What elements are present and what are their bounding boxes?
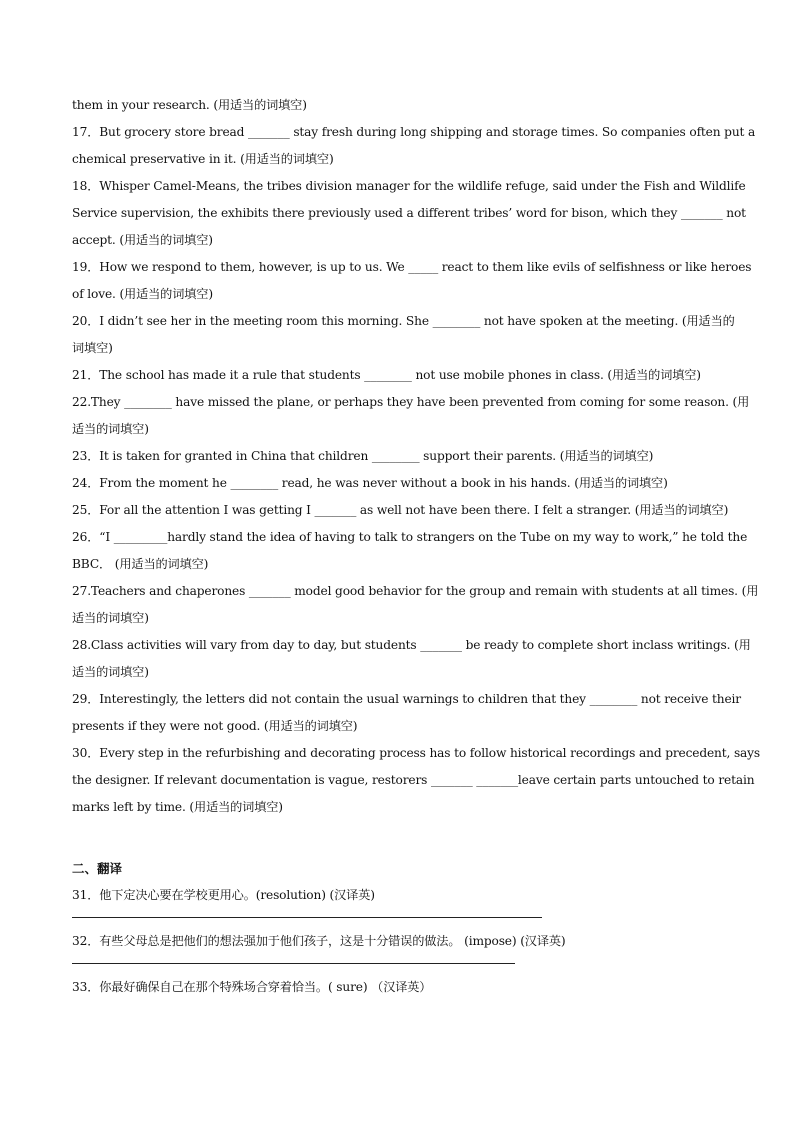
answer-line-31[interactable]	[72, 909, 542, 918]
question-26: 26．“I _________hardly stand the idea of having to talk to strangers on the Tube on my way to work,” he told the	[72, 530, 748, 544]
question-20: 20．I didn’t see her in the meeting room this morning. She ________ not have spoken at the meeting. (用适当的	[72, 314, 735, 328]
question-22: 22.They ________ have missed the plane, or perhaps they have been prevented from coming for some reason. (用	[72, 395, 750, 409]
question-30: 30．Every step in the refurbishing and decorating process has to follow historical recordings and precedent, says	[72, 746, 760, 760]
text-line: chemical preservative in it. (用适当的词填空)	[72, 152, 334, 166]
question-18: 18．Whisper Camel-Means, the tribes division manager for the wildlife refuge, said under the Fish and Wildlife	[72, 179, 746, 193]
text-line: accept. (用适当的词填空)	[72, 233, 213, 247]
text-line: them in your research. (用适当的词填空)	[72, 98, 307, 112]
question-24: 24．From the moment he ________ read, he was never without a book in his hands. (用适当的词填空)	[72, 476, 668, 490]
answer-line-32[interactable]	[72, 955, 515, 964]
question-17: 17．But grocery store bread _______ stay fresh during long shipping and storage times. So companies often put a	[72, 125, 756, 139]
question-31: 31．他下定决心要在学校更用心。(resolution) (汉译英)	[72, 888, 375, 902]
section-title-translation: 二、翻译	[72, 861, 123, 876]
text-line: presents if they were not good. (用适当的词填空)	[72, 719, 358, 733]
text-line: 词填空)	[72, 341, 113, 355]
question-28: 28.Class activities will vary from day to day, but students _______ be ready to complete short inclass writings. (用	[72, 638, 751, 652]
text-line: Service supervision, the exhibits there previously used a different tribes’ word for bison, which they _______ not	[72, 206, 746, 220]
text-line: BBC． (用适当的词填空)	[72, 557, 209, 571]
text-line: 适当的词填空)	[72, 611, 149, 625]
text-line: the designer. If relevant documentation is vague, restorers _______ _______leave certain parts untouched to retain	[72, 773, 755, 787]
text-line: of love. (用适当的词填空)	[72, 287, 213, 301]
question-19: 19．How we respond to them, however, is up to us. We _____ react to them like evils of selfishness or like heroes	[72, 260, 752, 274]
question-25: 25．For all the attention I was getting I _______ as well not have been there. I felt a stranger. (用适当的词填空)	[72, 503, 729, 517]
question-21: 21．The school has made it a rule that students ________ not use mobile phones in class. (用适当的词填空)	[72, 368, 701, 382]
worksheet-page	[72, 92, 760, 1001]
question-32: 32．有些父母总是把他们的想法强加于他们孩子，这是十分错误的做法。 (impose) (汉译英)	[72, 934, 566, 948]
question-27: 27.Teachers and chaperones _______ model good behavior for the group and remain with students at all times. (用	[72, 584, 759, 598]
question-33: 33．你最好确保自己在那个特殊场合穿着恰当。( sure) （汉译英）	[72, 980, 432, 994]
question-23: 23．It is taken for granted in China that children ________ support their parents. (用适当的词填空)	[72, 449, 654, 463]
text-line: 适当的词填空)	[72, 665, 149, 679]
text-line: marks left by time. (用适当的词填空)	[72, 800, 283, 814]
text-line: 适当的词填空)	[72, 422, 149, 436]
question-29: 29．Interestingly, the letters did not contain the usual warnings to children that they ________ not receive their	[72, 692, 741, 706]
